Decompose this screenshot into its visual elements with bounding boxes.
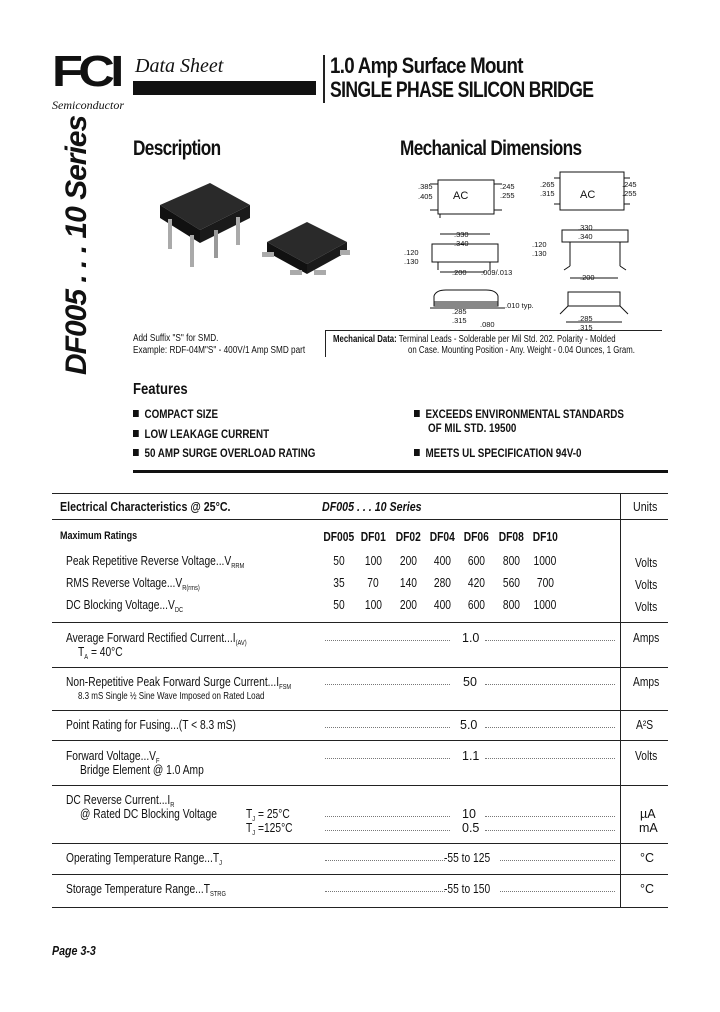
table-bottom-rule — [52, 907, 668, 908]
row-avg-unit: Amps — [633, 631, 660, 645]
package-photo-smd — [262, 212, 352, 292]
dim-r330: .330 — [578, 223, 593, 232]
row-reverse-line2: @ Rated DC Blocking Voltage — [80, 807, 217, 821]
dim-255: .255 — [500, 191, 515, 200]
dim-009: .009/.013 — [481, 268, 513, 277]
row-avg-value: 1.0 — [462, 631, 480, 645]
row-reverse-dots-left-1 — [325, 816, 450, 817]
row-forward-dots-right — [485, 758, 615, 759]
dim-340: .340 — [454, 239, 469, 248]
features-rule — [133, 470, 668, 473]
description-title: Description — [133, 137, 221, 160]
row-reverse-dots-right-2 — [485, 830, 615, 831]
row-avg-dots-left — [325, 640, 450, 641]
mech-data-line2: on Case. Mounting Position - Any. Weight - 0.04 Ounces, 1 Gram. — [408, 345, 635, 356]
rule-3 — [52, 710, 668, 711]
row-reverse-dots-left-2 — [325, 830, 450, 831]
dim-200: .200 — [452, 268, 467, 277]
row-optemp-dots-left — [325, 860, 445, 861]
row-vrrm-unit: Volts — [635, 556, 658, 570]
dim-r340: .340 — [578, 232, 593, 241]
row-surge-dots-left — [325, 684, 450, 685]
row-surge-line2: 8.3 mS Single ½ Sine Wave Imposed on Rated Load — [78, 690, 265, 702]
package-photo-dip — [150, 175, 260, 275]
row-vrms-unit: Volts — [635, 578, 658, 592]
feature-left-2: LOW LEAKAGE CURRENT — [133, 427, 299, 441]
row-vdc-label: DC Blocking $Voltage...V_{DC}$ — [66, 598, 184, 614]
row-surge-label: Non-Repetitive Peak Forward Surge $Current...I_{FSM}$ — [66, 675, 292, 691]
dim-285: .285 — [452, 307, 467, 316]
row-surge-unit: Amps — [633, 675, 660, 689]
dim-r285: .285 — [578, 314, 593, 323]
part-df10: DF10 — [532, 530, 558, 544]
row-vrrm-label: Peak Repetitive Reverse $Voltage...V_{RRM}$ — [66, 554, 245, 570]
doc-type: Data Sheet — [135, 55, 224, 77]
row-reverse-value2: 0.5 — [462, 821, 480, 835]
page-number: Page 3-3 — [52, 943, 96, 958]
features-title: Features — [133, 381, 188, 398]
logo-text: FCI — [52, 47, 120, 96]
rule-7 — [52, 874, 668, 875]
header-divider — [323, 55, 325, 103]
dim-r130: .130 — [532, 249, 547, 258]
brand-logo — [52, 47, 128, 99]
row-fusing-dots-right — [485, 727, 615, 728]
row-sttemp-dots-left — [325, 891, 445, 892]
rule-5 — [52, 785, 668, 786]
row-reverse-t1: $T_J = 25^\circ C$ — [246, 807, 290, 823]
row-fusing-value: 5.0 — [460, 718, 478, 732]
feature-left-1: COMPACT SIZE — [133, 407, 237, 421]
table-units-header: Units — [633, 499, 658, 514]
mech-title: Mechanical Dimensions — [400, 137, 582, 160]
brand-subtext: Semiconductor — [52, 98, 124, 112]
dim-385: .385 — [418, 182, 433, 191]
rule-1 — [52, 622, 668, 623]
part-df01: DF01 — [360, 530, 386, 544]
series-vertical-title: DF005 . . . 10 Series — [60, 115, 93, 375]
row-optemp-dots-right — [500, 860, 615, 861]
mech-drawing-smd — [550, 168, 660, 333]
row-reverse-unit1: µA — [640, 807, 656, 821]
table-units-divider — [620, 493, 621, 908]
row-surge-value: 50 — [463, 675, 477, 689]
row-vrms-label: RMS Reverse $Voltage...V_{R(rms)}$ — [66, 576, 200, 592]
row-avg-line2: $T_A = 40^\circ C$ — [78, 645, 123, 661]
dim-315: .315 — [452, 316, 467, 325]
row-reverse-value1: 10 — [462, 807, 476, 821]
dim-r315b: .315 — [578, 323, 593, 332]
header-black-bar — [133, 81, 316, 95]
dim-ac-right: AC — [580, 189, 596, 201]
row-fusing-dots-left — [325, 727, 450, 728]
dim-330: .330 — [454, 230, 469, 239]
row-forward-value: 1.1 — [462, 749, 480, 763]
header-line2: SINGLE PHASE SILICON BRIDGE — [330, 77, 594, 102]
row-sttemp-value: -55 to 150 — [444, 882, 491, 896]
description-note2: Example: RDF-04M"S" - 400V/1 Amp SMD part — [133, 345, 306, 356]
header-line1: 1.0 Amp Surface Mount — [330, 53, 523, 78]
feature-left-3: 50 AMP SURGE OVERLOAD RATING — [133, 446, 355, 460]
row-avg-dots-right — [485, 640, 615, 641]
dim-r255: .255 — [622, 189, 637, 198]
rule-2 — [52, 667, 668, 668]
row-reverse-t2: $T_J =125^\circ C$ — [246, 821, 293, 837]
row-fusing-label: Point Rating for Fusing...(T < 8.3 mS) — [66, 718, 236, 732]
dim-r315: .315 — [540, 189, 555, 198]
table-title: Electrical Characteristics @ 25°C. — [60, 499, 231, 514]
dim-ac-left: AC — [453, 190, 469, 202]
dim-r265: .265 — [540, 180, 555, 189]
mech-data-line1: Mechanical Data: Terminal Leads - Solderable per Mil Std. 202. Polarity - Molded — [333, 334, 616, 345]
part-df005: DF005 — [323, 530, 355, 544]
dim-130: .130 — [404, 257, 419, 266]
dim-r200: .200 — [580, 273, 595, 282]
table-series: DF005 . . . 10 Series — [322, 499, 422, 514]
dim-r120: .120 — [532, 240, 547, 249]
feature-right-1: EXCEEDS ENVIRONMENTAL STANDARDS — [414, 407, 670, 421]
feature-right-2: MEETS UL SPECIFICATION 94V-0 — [414, 446, 618, 460]
rule-4 — [52, 740, 668, 741]
dim-245: .245 — [500, 182, 515, 191]
row-optemp-value: -55 to 125 — [444, 851, 491, 865]
row-surge-dots-right — [485, 684, 615, 685]
row-reverse-unit2: mA — [639, 821, 658, 835]
row-fusing-unit: A²S — [636, 718, 654, 732]
row-vdc-unit: Volts — [635, 600, 658, 614]
row-forward-line2: Bridge Element @ 1.0 Amp — [80, 763, 204, 777]
part-df06: DF06 — [463, 530, 489, 544]
table-header-rule — [52, 519, 668, 520]
row-forward-label: Forward $Voltage...V_F$ — [66, 749, 160, 765]
row-sttemp-dots-right — [500, 891, 615, 892]
dim-010: .010 typ. — [505, 301, 534, 310]
row-reverse-dots-right-1 — [485, 816, 615, 817]
table-top-rule — [52, 493, 668, 494]
dim-405: .405 — [418, 192, 433, 201]
row-sttemp-unit: °C — [640, 882, 655, 896]
row-sttemp-label: Storage Temperature $Range...T_{STRG}$ — [66, 882, 226, 898]
rule-6 — [52, 843, 668, 844]
mech-data-label: Mechanical Data: — [333, 334, 397, 345]
feature-right-1b: OF MIL STD. 19500 — [428, 421, 517, 435]
row-forward-dots-left — [325, 758, 450, 759]
dim-080: .080 — [480, 320, 495, 329]
row-forward-unit: Volts — [635, 749, 658, 763]
row-reverse-label: DC Reverse $Current...I_R$ — [66, 793, 175, 809]
part-df08: DF08 — [498, 530, 524, 544]
part-df04: DF04 — [429, 530, 455, 544]
part-df02: DF02 — [395, 530, 421, 544]
max-ratings-label: Maximum Ratings — [60, 530, 138, 542]
dim-120: .120 — [404, 248, 419, 257]
row-optemp-label: Operating Temperature $Range...T_J$ — [66, 851, 222, 867]
row-avg-label: Average Forward Rectified $Current...I_{(AV)}$ — [66, 631, 247, 647]
dim-r245: .245 — [622, 180, 637, 189]
row-optemp-unit: °C — [640, 851, 655, 865]
description-note1: Add Suffix "S" for SMD. — [133, 333, 219, 344]
